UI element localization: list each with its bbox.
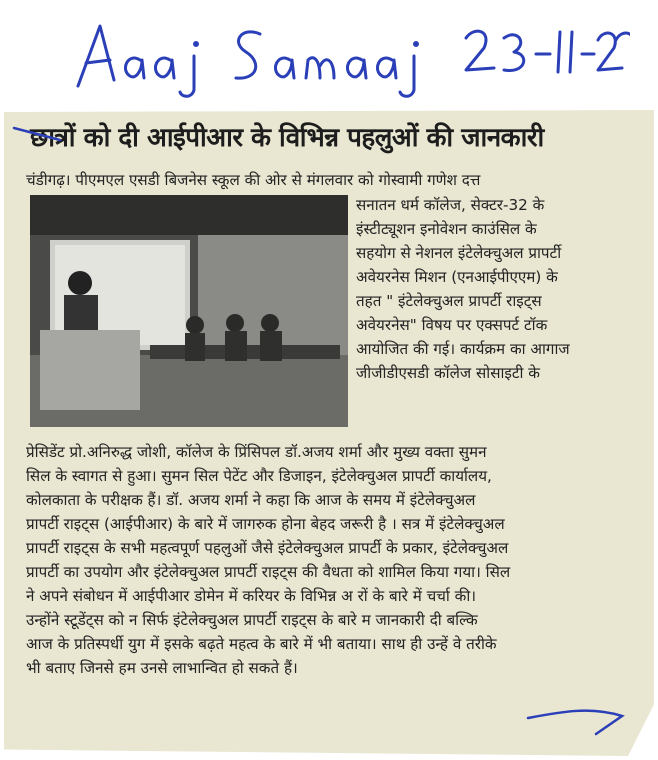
article-photo — [30, 195, 348, 427]
text-line: उन्होंने स्टूडेंट्स को न सिर्फ इंटेलेक्चुअल प्रापर्टी राइट्स के बारे म जानकारी दी बल्कि — [26, 611, 478, 629]
text-line: आयोजित की गई। कार्यक्रम का आगाज — [356, 340, 570, 358]
article-lead-line: चंडीगढ़। पीएमएल एसडी बिजनेस स्कूल की ओर से मंगलवार को गोस्वामी गणेश दत्त — [26, 171, 481, 189]
text-line: इंस्टीट्यूशन इनोवेशन काउंसिल के — [356, 220, 537, 238]
text-line: प्रापर्टी का उपयोग और इंटेलेक्चुअल प्रापर्टी राइट्स की वैधता को शामिल किया गया। सिल — [26, 563, 511, 581]
text-line: सनातन धर्म कॉलेज, सेक्टर-32 के — [356, 196, 545, 214]
text-line: सिल के स्वागत से हुआ। सुमन सिल पेटेंट और डिजाइन, इंटेलेक्चुअल प्रापर्टी कार्यालय, — [26, 467, 492, 485]
text-line: प्रेसिडेंट प्रो.अनिरुद्ध जोशी, कॉलेज के प्रिंसिपल डॉ.अजय शर्मा और मुख्य वक्ता सुमन — [26, 443, 487, 461]
text-line: कोलकाता के परीक्षक हैं। डॉ. अजय शर्मा ने कहा कि आज के समय में इंटेलेक्चुअल — [26, 491, 476, 509]
text-line: प्रापर्टी राइट्स के सभी महत्वपूर्ण पहलुओं जैसे इंटेलेक्चुअल प्रापर्टी के प्रकार, इंटेलेक्चुअल — [26, 539, 509, 557]
article-headline: छात्रों को दी आईपीआर के विभिन्न पहलुओं की जानकारी — [30, 123, 544, 153]
text-line: सहयोग से नेशनल इंटेलेक्चुअल प्रापर्टी — [356, 244, 562, 262]
text-line: अवेयरनेस" विषय पर एक्सपर्ट टॉक — [356, 316, 548, 334]
text-line: भी बताए जिनसे हम उनसे लाभान्वित हो सकते हैं। — [26, 659, 298, 677]
handwritten-annotation — [70, 8, 630, 98]
text-line: तहत " इंटेलेक्चुअल प्रापर्टी राइट्स — [356, 292, 542, 310]
text-line: प्रापर्टी राइट्स (आईपीआर) के बारे में जागरुक होना बेहद जरूरी है । सत्र में इंटेलेक्चुअल — [26, 515, 505, 533]
event-photo-image — [30, 195, 348, 427]
text-line: आज के प्रतिस्पर्धी युग में इसके बढ़ते महत्व के बारे में भी बताया। साथ ही उन्हें वे तरीके — [26, 635, 497, 653]
right-column-text — [356, 193, 570, 385]
handwritten-ink — [70, 8, 630, 98]
full-width-text — [26, 440, 510, 680]
text-line: जीजीडीएसडी कॉलेज सोसाइटी के — [356, 364, 540, 382]
text-line: ने अपने संबोधन में आईपीआर डोमेन में करियर के विभिन्न अ रों के बारे में चर्चा की। — [26, 587, 477, 605]
text-line: अवेयरनेस मिशन (एनआईपीएएम) के — [356, 268, 558, 286]
